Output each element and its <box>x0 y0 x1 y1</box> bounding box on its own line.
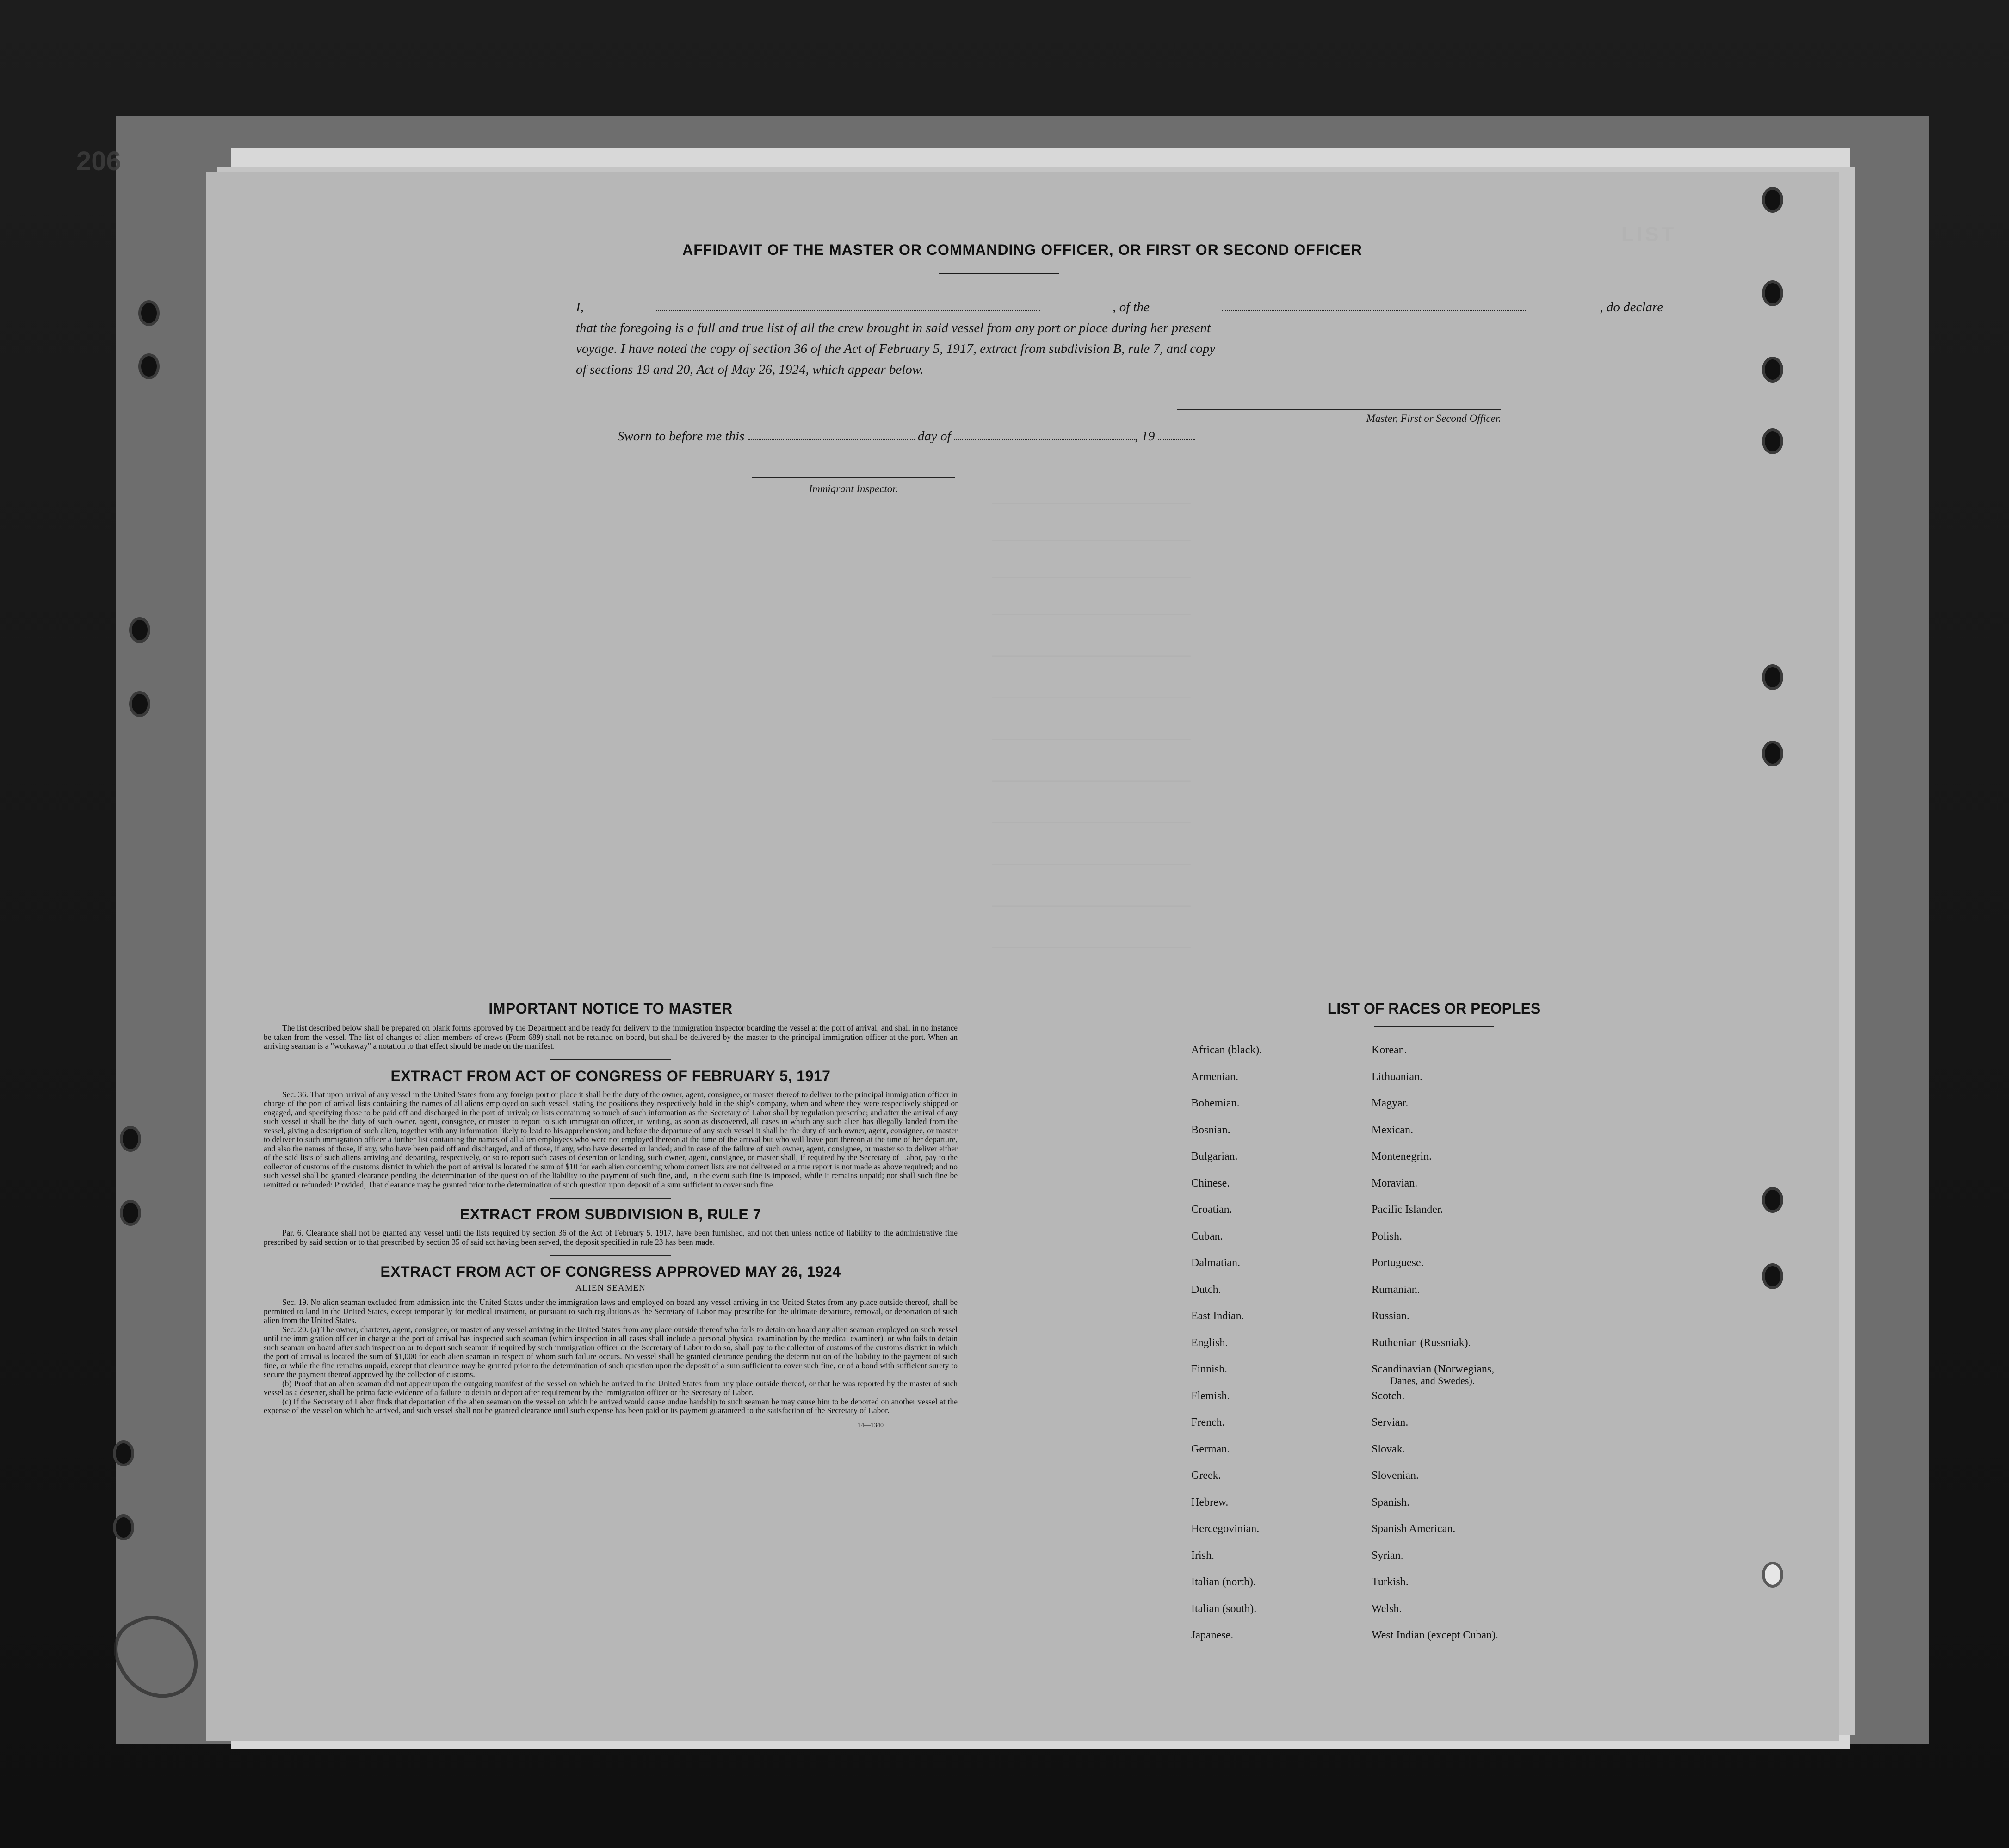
race-item: Italian (south). <box>1191 1602 1257 1615</box>
punch-hole <box>1765 190 1780 210</box>
punch-hole <box>116 1443 131 1464</box>
races-heading: LIST OF RACES OR PEOPLES <box>1327 1000 1541 1017</box>
race-item: Hercegovinian. <box>1191 1523 1260 1535</box>
race-item: Turkish. <box>1372 1576 1409 1588</box>
race-item: Italian (north). <box>1191 1576 1256 1588</box>
punch-hole <box>123 1129 138 1149</box>
race-item: Dutch. <box>1191 1283 1221 1296</box>
race-item: Hebrew. <box>1191 1496 1229 1508</box>
punch-hole <box>116 1517 131 1538</box>
race-item: Moravian. <box>1372 1177 1418 1189</box>
sworn-day-field[interactable] <box>748 429 915 440</box>
affidavit-title: AFFIDAVIT OF THE MASTER OR COMMANDING OFFICER, OR FIRST OR SECOND OFFICER <box>682 241 1362 258</box>
race-item: Cuban. <box>1191 1230 1223 1242</box>
race-item: Slovenian. <box>1372 1470 1419 1482</box>
extract-1917-text: Sec. 36. That upon arrival of any vessel in the United States from any foreign port or place it shall be the duty of the owner, agent, consignee, or master thereof to deliver to the principal immigration officer in charge of the port of arrival lists containing the names of all aliens employed on such vessel, stating the positions they respectively hold in the ship's company, when and where they were respectively shipped or engaged, and specifying those to be paid off and discharged in the port of arrival; or lists containing so much of such information as the Secretary of Labor shall by regulation prescribe; and after the arrival of any such vessel it shall be the duty of such owner, agent, consignee, or master to report to such immigration officer, in writing, as soon as discovered, all cases in which any such alien has illegally landed from the vessel, giving a description of such alien, together with any information likely to lead to his apprehension; and before the departure of any such vessel it shall be the duty of such owner, agent, consignee, or master to deliver to such immigration officer a further list containing the names of all alien employees who were not employed thereon at the time of the arrival but who will leave port thereon at the time of her departure, and also the names of those, if any, who have been paid off and discharged, and of those, if any, who have deserted or landed; and in case of the failure of such owner, agent, consignee, or master so to deliver either of the said lists of such aliens arriving and departing, respectively, or so to report such cases of desertion or landing, such owner, agent, consignee, or master shall, if required by the Secretary of Labor, pay to the collector of customs of the customs district in which the port of arrival is located the sum of $10 for each alien concerning whom correct lists are not delivered or a true report is not made as above required; and no such vessel shall be granted clearance pending the determination of the question of the liability to the payment of such fine, and, in the event such fine is imposed, while it remains unpaid; nor shall such fine be remitted or refunded: Provided, That clearance may be granted prior to the determination of such question upon deposit of a sum sufficient to cover such fine. <box>264 1089 958 1189</box>
punch-hole <box>1765 667 1780 687</box>
race-item: Dalmatian. <box>1191 1257 1240 1269</box>
do-declare-label: , do declare <box>1600 300 1663 315</box>
alien-seamen-subheading: ALIEN SEAMEN <box>575 1283 646 1293</box>
punch-hole <box>1765 283 1780 303</box>
race-item: Welsh. <box>1372 1602 1402 1615</box>
extract-rule7-heading: EXTRACT FROM SUBDIVISION B, RULE 7 <box>460 1206 761 1223</box>
day-of-label: day of <box>917 429 951 444</box>
inspector-signature-field[interactable] <box>752 477 955 478</box>
sec19-text: Sec. 19. No alien seaman excluded from admission into the United States under the immigration laws and employed on board any vessel arriving in the United States from any place outside thereof, shall be permitted to land in the United States, except temporarily for medical treatment, or pursuant to such regulations as the Secretary of Labor may prescribe for the ultimate departure, removal, or deportation of such alien from the United States. <box>264 1298 958 1325</box>
race-item-continuation: Danes, and Swedes). <box>1390 1375 1475 1386</box>
punch-hole <box>1765 1564 1780 1585</box>
race-item: Scotch. <box>1372 1390 1405 1402</box>
race-item: Greek. <box>1191 1470 1221 1482</box>
punch-hole <box>1765 1190 1780 1210</box>
stamped-page-number: 206 <box>76 146 121 176</box>
legal-extracts-column <box>264 1000 958 1429</box>
of-the-label: , of the <box>1113 300 1150 315</box>
race-item: Rumanian. <box>1372 1283 1420 1296</box>
sworn-year-field[interactable] <box>1158 429 1195 440</box>
sworn-statement <box>618 429 1195 444</box>
pronoun-label: I, <box>576 300 584 315</box>
race-item: African (black). <box>1191 1044 1262 1056</box>
race-item: Pacific Islander. <box>1372 1204 1443 1216</box>
race-item: Bulgarian. <box>1191 1150 1238 1162</box>
name-field[interactable] <box>656 300 1040 311</box>
punch-hole <box>141 356 157 377</box>
notice-text: The list described below shall be prepared on blank forms approved by the Department and be ready for delivery to the immigration inspector boarding the vessel at the port of arrival, and shall in no instance be taken from the vessel. The list of changes of alien members of crews (Form 689) shall not be retained on board, but shall be delivered by the master to the principal immigration officer at the port. When an arriving seaman is a "workaway" a notation to that effect should be made on the manifest. <box>264 1023 958 1051</box>
master-signature-caption: Master, First or Second Officer. <box>1366 413 1501 424</box>
sworn-month-field[interactable] <box>954 429 1135 440</box>
master-signature-field[interactable] <box>1177 409 1501 410</box>
race-item: Magyar. <box>1372 1097 1409 1109</box>
race-item: Mexican. <box>1372 1124 1413 1136</box>
race-item: Portuguese. <box>1372 1257 1424 1269</box>
punch-hole <box>1765 431 1780 451</box>
affidavit-body <box>576 297 1663 380</box>
race-item: Croatian. <box>1191 1204 1232 1216</box>
section-rule <box>550 1059 671 1060</box>
sec20c-text: (c) If the Secretary of Labor finds that deportation of the alien seaman on the vessel on which he arrived would cause undue hardship to such seaman he may cause him to be deported on another vessel at the expense of the vessel on which he arrived, and such vessel shall not be granted clearance until such expense has been paid or its payment guaranteed to the satisfaction of the Secretary of Labor. <box>264 1397 958 1415</box>
punch-hole <box>132 694 148 714</box>
affidavit-body-line-3: of sections 19 and 20, Act of May 26, 1924, which appear below. <box>576 362 924 377</box>
punch-hole <box>141 303 157 323</box>
race-item: Irish. <box>1191 1549 1214 1562</box>
race-item: Spanish American. <box>1372 1523 1456 1535</box>
crew-list-form-page <box>206 172 1839 1741</box>
races-column-2 <box>1372 1044 1603 1656</box>
punch-hole <box>1765 1266 1780 1286</box>
race-item: Chinese. <box>1191 1177 1230 1189</box>
race-item: Flemish. <box>1191 1390 1230 1402</box>
affidavit-body-line-1: that the foregoing is a full and true list of all the crew brought in said vessel from any port or place during her present <box>576 321 1211 335</box>
declaration-line <box>576 297 1663 318</box>
inspector-caption: Immigrant Inspector. <box>809 483 898 494</box>
race-item: Ruthenian (Russniak). <box>1372 1336 1471 1349</box>
punch-hole <box>1765 359 1780 380</box>
race-item: Bosnian. <box>1191 1124 1230 1136</box>
race-item: Slovak. <box>1372 1443 1405 1455</box>
race-item: German. <box>1191 1443 1230 1455</box>
punch-hole <box>1765 743 1780 764</box>
extract-rule7-text: Par. 6. Clearance shall not be granted any vessel until the lists required by section 36 of the Act of February 5, 1917, have been furnished, and not then unless notice of liability to the administrative fine prescribed by said section or to that prescribed by section 35 of said act having been served, the deposit specified in rule 23 has been made. <box>264 1228 958 1247</box>
extract-1924-heading: EXTRACT FROM ACT OF CONGRESS APPROVED MAY 26, 1924 <box>380 1263 841 1280</box>
race-item-label: Scandinavian (Norwegians, <box>1372 1363 1495 1375</box>
race-item: Bohemian. <box>1191 1097 1240 1109</box>
form-number: 14—1340 <box>858 1422 884 1429</box>
race-item: Korean. <box>1372 1044 1407 1056</box>
races-rule <box>1374 1026 1494 1027</box>
race-item: Russian. <box>1372 1310 1410 1322</box>
races-column-1 <box>1191 1044 1367 1656</box>
race-item-scandinavian <box>1372 1363 1603 1390</box>
sec20b-text: (b) Proof that an alien seaman did not appear upon the outgoing manifest of the vessel on which he arrived in the United States from any place outside thereof, or that he was reported by the master of such vessel as a deserter, shall be prima facie evidence of a failure to detain or deport after requirement by the immigration officer or the Secretary of Labor. <box>264 1378 958 1397</box>
extract-1917-heading: EXTRACT FROM ACT OF CONGRESS OF FEBRUARY 5, 1917 <box>390 1067 831 1084</box>
notice-heading: IMPORTANT NOTICE TO MASTER <box>488 1000 733 1017</box>
section-rule <box>550 1255 671 1256</box>
year-prefix: , 19 <box>1134 429 1155 444</box>
race-item: West Indian (except Cuban). <box>1372 1629 1498 1641</box>
race-item: French. <box>1191 1416 1225 1428</box>
race-item: Japanese. <box>1191 1629 1234 1641</box>
race-item: Syrian. <box>1372 1549 1403 1562</box>
punch-hole <box>123 1203 138 1223</box>
race-item: East Indian. <box>1191 1310 1244 1322</box>
sec20a-text: Sec. 20. (a) The owner, charterer, agent, consignee, or master of any vessel arriving in the United States from any place outside thereof who fails to detain on board any alien seaman employed on such vessel until the immigration officer in charge at the port of arrival has inspected such seaman (which inspection in all cases shall include a personal physical examination by the medical examiner), or who fails to detain such seaman on board after such inspection or to deport such seaman if required by such immigration officer or the Secretary of Labor to do so, shall pay to the collector of customs of the customs district in which the port of arrival is located the sum of $1,000 for each alien seaman in respect of whom such failure occurs. No vessel shall be granted clearance pending the determination of the liability to the payment of such fine, or while the fine remains unpaid, except that clearance may be granted prior to the determination of such question upon the deposit of a sum sufficient to cover such fine, or of a bond with sufficient surety to secure the payment thereof approved by the collector of customs. <box>264 1324 958 1379</box>
race-item: Finnish. <box>1191 1363 1228 1375</box>
race-item: Polish. <box>1372 1230 1403 1242</box>
sworn-prefix: Sworn to before me this <box>618 429 745 444</box>
title-rule <box>939 273 1059 274</box>
race-item: Servian. <box>1372 1416 1409 1428</box>
bleed-through: LIST ───────────────────── ───────────────────── ───────────────────── ───────────────────── ───────────────────── ───────────────────── ───────────────────── ───────────────────── ───────────────────── ───────────────────── ───────────────────── ───────────────────── <box>992 223 1677 958</box>
section-rule <box>550 1198 671 1199</box>
race-item: Armenian. <box>1191 1070 1238 1083</box>
race-item: Montenegrin. <box>1372 1150 1432 1162</box>
punch-hole <box>132 620 148 640</box>
race-item: English. <box>1191 1336 1228 1349</box>
vessel-field[interactable] <box>1222 300 1527 311</box>
affidavit-body-line-2: voyage. I have noted the copy of section 36 of the Act of February 5, 1917, extract from subdivision B, rule 7, and copy <box>576 341 1216 356</box>
race-item: Lithuanian. <box>1372 1070 1422 1083</box>
race-item: Spanish. <box>1372 1496 1410 1508</box>
